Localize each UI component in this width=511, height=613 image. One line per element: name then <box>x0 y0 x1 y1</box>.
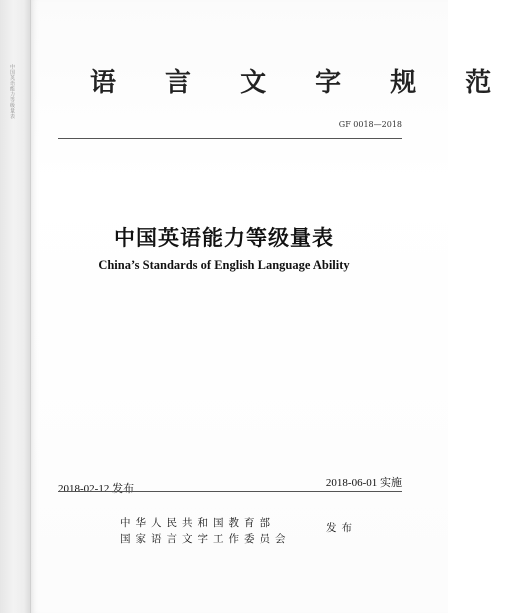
top-divider <box>58 138 402 139</box>
standard-code: GF 0018—2018 <box>338 120 402 129</box>
effective-date: 2018-06-01 实施 <box>325 477 402 489</box>
book-spine <box>0 0 31 613</box>
document-title-chinese: 中国英语能力等级量表 <box>114 226 334 250</box>
issuer-language-commission: 国家语言文字工作委员会 <box>120 533 291 545</box>
document-title-english: China’s Standards of English Language Ability <box>98 258 350 272</box>
bottom-divider <box>58 491 402 492</box>
issue-label: 发布 <box>326 522 357 534</box>
spine-text: 中国英语能力等级量表 <box>9 64 15 119</box>
issuer-ministry-of-education: 中华人民共和国教育部 <box>120 517 275 529</box>
issuing-authorities <box>120 515 291 547</box>
issue-date: 2018-02-12 发布 <box>58 483 135 495</box>
series-title: 语 言 文 字 规 范 <box>90 68 511 98</box>
